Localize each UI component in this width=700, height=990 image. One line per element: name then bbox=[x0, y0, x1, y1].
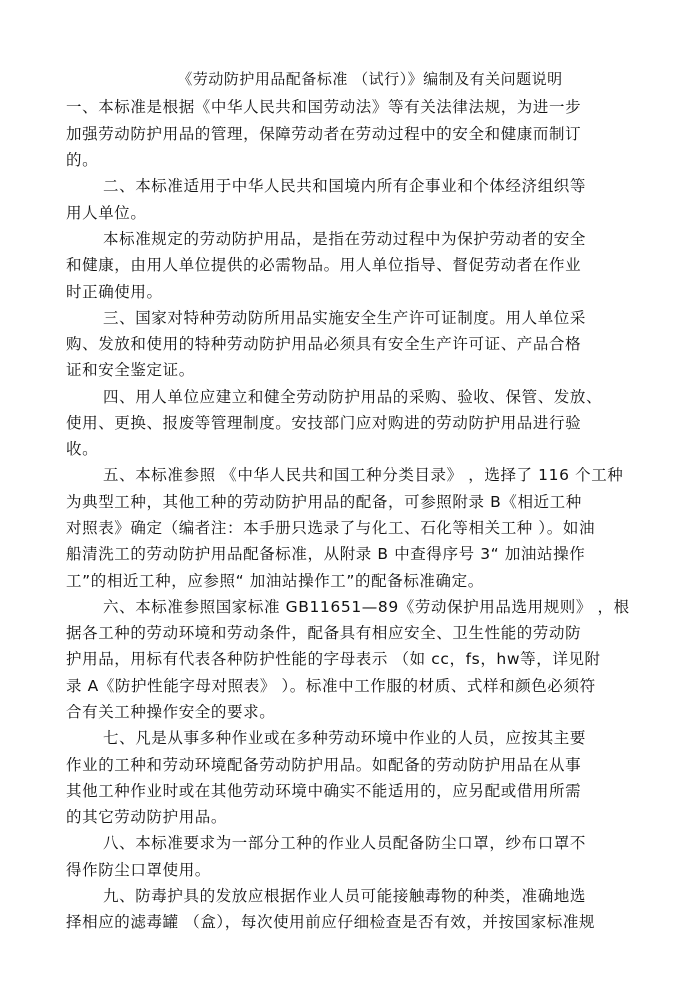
text-line: 使用、更换、报废等管理制度。安技部门应对购进的劳动防护用品进行验 bbox=[66, 414, 582, 432]
text-line: 九、防毒护具的发放应根据作业人员可能接触毒物的种类，准确地选 bbox=[103, 887, 587, 905]
text-line: 一、本标准是根据《中华人民共和国劳动法》等有关法律法规，为进一步 bbox=[66, 98, 582, 116]
text-line: 时正确使用。 bbox=[66, 283, 163, 301]
text-line: 据各工种的劳动环境和劳动条件，配备具有相应安全、卫生性能的劳动防 bbox=[66, 624, 582, 642]
text-line: 用人单位。 bbox=[66, 204, 147, 222]
text-line: 其他工种作业时或在其他劳动环境中确实不能适用的，应另配或借用所需 bbox=[66, 782, 582, 800]
document-title: 《劳动防护用品配备标准 （试行）》编制及有关问题说明 bbox=[177, 70, 563, 88]
text-line: 三、国家对特种劳动防所用品实施安全生产许可证制度。用人单位采 bbox=[103, 309, 587, 327]
text-line: 的。 bbox=[66, 151, 99, 169]
text-line: 对照表》确定（编者注：本手册只选录了与化工、石化等相关工种 ）。如油 bbox=[66, 519, 596, 537]
text-line: 为典型工种，其他工种的劳动防护用品的配备，可参照附录 B《相近工种 bbox=[66, 493, 582, 511]
text-line: 作业的工种和劳动环境配备劳动防护用品。如配备的劳动防护用品在从事 bbox=[66, 756, 582, 774]
text-line: 购、发放和使用的特种劳动防护用品必须具有安全生产许可证、产品合格 bbox=[66, 335, 582, 353]
text-line: 加强劳动防护用品的管理，保障劳动者在劳动过程中的安全和健康而制订 bbox=[66, 125, 582, 143]
text-line: 得作防尘口罩使用。 bbox=[66, 861, 211, 879]
text-line: 工”的相近工种，应参照“ 加油站操作工”的配备标准确定。 bbox=[66, 572, 484, 590]
text-line: 合有关工种操作安全的要求。 bbox=[66, 703, 276, 721]
text-line: 收。 bbox=[66, 440, 99, 458]
text-line: 护用品，用标有代表各种防护性能的字母表示 （如 cc，fs，hw等，详见附 bbox=[66, 650, 601, 668]
text-line: 本标准规定的劳动防护用品，是指在劳动过程中为保护劳动者的安全 bbox=[103, 230, 587, 248]
text-line: 船清洗工的劳动防护用品配备标准，从附录 B 中查得序号 3“ 加油站操作 bbox=[66, 545, 586, 563]
text-line: 二、本标准适用于中华人民共和国境内所有企事业和个体经济组织等 bbox=[103, 177, 587, 195]
text-line: 录 A《防护性能字母对照表》 ）。标准中工作服的材质、式样和颜色必须符 bbox=[66, 677, 596, 695]
text-line: 的其它劳动防护用品。 bbox=[66, 808, 228, 826]
text-line: 五、本标准参照 《中华人民共和国工种分类目录》 ，选择了 116 个工种 bbox=[103, 466, 624, 484]
text-line: 证和安全鉴定证。 bbox=[66, 361, 195, 379]
text-line: 八、本标准要求为一部分工种的作业人员配备防尘口罩，纱布口罩不 bbox=[103, 834, 587, 852]
text-line: 四、用人单位应建立和健全劳动防护用品的采购、验收、保管、发放、 bbox=[103, 388, 603, 406]
text-line: 七、凡是从事多种作业或在多种劳动环境中作业的人员，应按其主要 bbox=[103, 729, 587, 747]
text-line: 择相应的滤毒罐 （盒），每次使用前应仔细检查是否有效，并按国家标准规 bbox=[66, 913, 596, 931]
text-line: 六、本标准参照国家标准 GB11651—89《劳动保护用品选用规则》 ，根 bbox=[103, 598, 630, 616]
text-line: 和健康，由用人单位提供的必需物品。用人单位指导、督促劳动者在作业 bbox=[66, 256, 582, 274]
